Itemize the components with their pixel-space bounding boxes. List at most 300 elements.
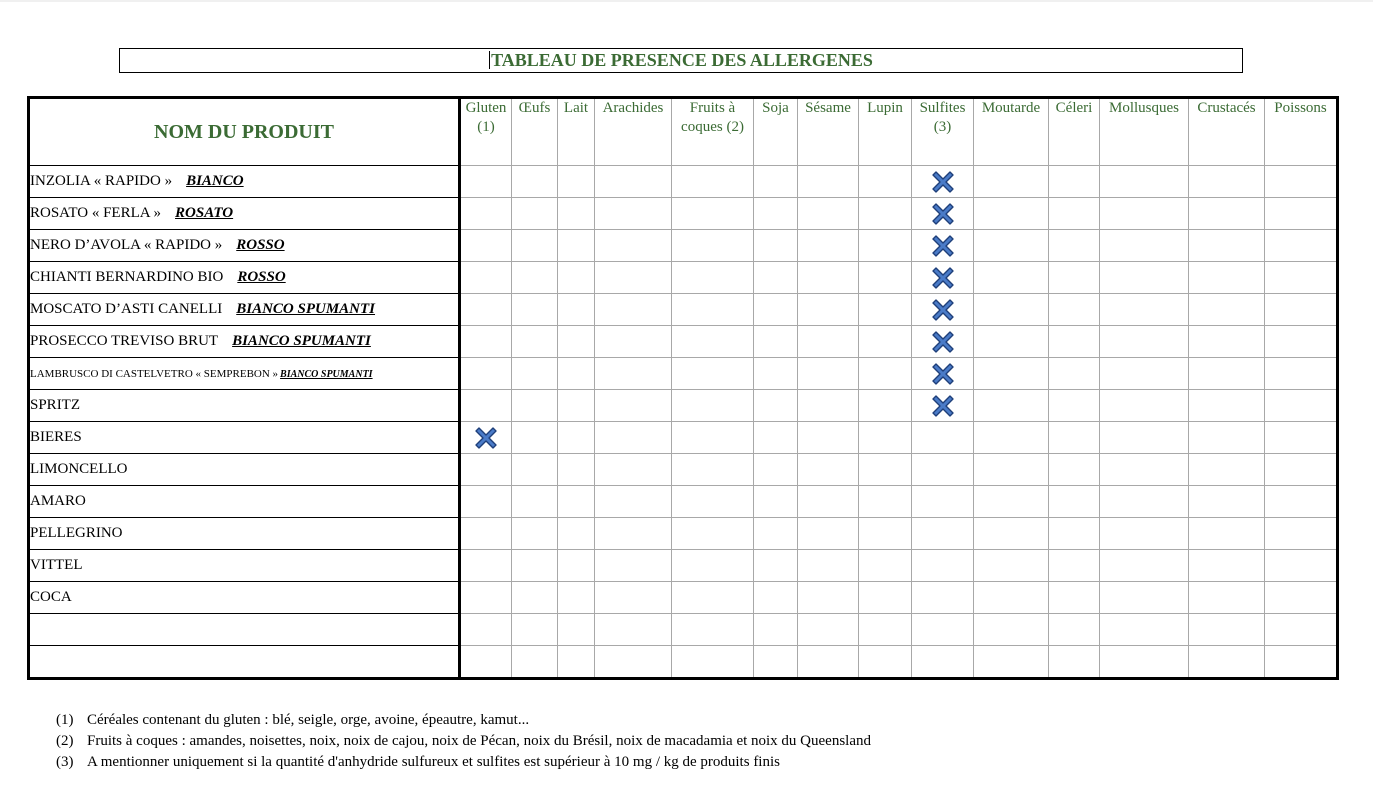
allergen-cell bbox=[912, 614, 974, 646]
allergen-cell bbox=[859, 390, 912, 422]
allergen-cell bbox=[512, 166, 558, 198]
allergen-cell bbox=[754, 358, 798, 390]
allergen-cell bbox=[974, 422, 1049, 454]
allergen-cell bbox=[974, 614, 1049, 646]
footnote bbox=[56, 731, 871, 752]
allergen-cell bbox=[1189, 358, 1265, 390]
allergen-cell bbox=[512, 390, 558, 422]
allergen-cell bbox=[754, 262, 798, 294]
product-name: BIERES bbox=[30, 429, 82, 445]
product-name-cell bbox=[29, 230, 460, 262]
allergen-cell bbox=[1100, 486, 1189, 518]
allergen-cell bbox=[460, 198, 512, 230]
allergen-cell bbox=[672, 230, 754, 262]
allergen-cell bbox=[912, 454, 974, 486]
allergen-cell bbox=[672, 326, 754, 358]
allergen-cell bbox=[558, 582, 595, 614]
product-name-cell bbox=[29, 422, 460, 454]
top-rule bbox=[0, 0, 1373, 2]
table-row bbox=[29, 294, 1338, 326]
allergen-cell bbox=[912, 198, 974, 230]
allergen-cell bbox=[512, 230, 558, 262]
allergen-cell bbox=[1100, 614, 1189, 646]
allergen-label: Arachides bbox=[602, 100, 664, 116]
allergen-cell bbox=[974, 518, 1049, 550]
product-name-cell bbox=[29, 262, 460, 294]
allergen-cell bbox=[558, 486, 595, 518]
allergen-cell bbox=[798, 454, 859, 486]
allergen-cell bbox=[798, 614, 859, 646]
allergen-label: Lait bbox=[563, 100, 589, 116]
allergen-label: Sésame bbox=[805, 100, 851, 116]
allergen-cell bbox=[974, 198, 1049, 230]
product-name: COCA bbox=[30, 589, 72, 605]
allergen-cell bbox=[512, 454, 558, 486]
allergen-cell bbox=[798, 646, 859, 679]
allergen-cell bbox=[558, 166, 595, 198]
allergen-cell bbox=[1189, 550, 1265, 582]
allergen-cell bbox=[1265, 326, 1338, 358]
x-mark-icon bbox=[931, 202, 955, 226]
allergen-header-2 bbox=[558, 98, 595, 166]
allergen-cell bbox=[460, 486, 512, 518]
allergen-cell bbox=[859, 518, 912, 550]
allergen-cell bbox=[1189, 614, 1265, 646]
table-row bbox=[29, 198, 1338, 230]
allergen-header-4 bbox=[672, 98, 754, 166]
table-row bbox=[29, 262, 1338, 294]
allergen-header-8 bbox=[912, 98, 974, 166]
product-name: CHIANTI BERNARDINO BIO bbox=[30, 269, 224, 285]
allergen-cell bbox=[974, 550, 1049, 582]
allergen-cell bbox=[512, 518, 558, 550]
allergen-cell bbox=[558, 646, 595, 679]
allergen-cell bbox=[798, 198, 859, 230]
allergen-label: Sulfites bbox=[919, 100, 966, 116]
allergen-cell bbox=[558, 518, 595, 550]
allergen-cell bbox=[859, 198, 912, 230]
allergen-cell bbox=[1265, 294, 1338, 326]
allergen-cell bbox=[558, 198, 595, 230]
allergen-cell bbox=[595, 550, 672, 582]
allergen-cell bbox=[859, 166, 912, 198]
allergen-cell bbox=[558, 422, 595, 454]
product-name: MOSCATO D’ASTI CANELLI bbox=[30, 301, 223, 317]
allergen-cell bbox=[1265, 454, 1338, 486]
allergen-cell bbox=[912, 486, 974, 518]
allergen-header-12 bbox=[1189, 98, 1265, 166]
product-name-cell bbox=[29, 294, 460, 326]
table-row bbox=[29, 326, 1338, 358]
table-row bbox=[29, 166, 1338, 198]
x-mark-icon bbox=[474, 426, 498, 450]
allergen-cell bbox=[595, 230, 672, 262]
table-row bbox=[29, 614, 1338, 646]
allergen-label: Céleri bbox=[1055, 100, 1093, 116]
allergen-cell bbox=[798, 230, 859, 262]
product-name: NERO D’AVOLA « RAPIDO » bbox=[30, 237, 223, 253]
allergen-cell bbox=[1049, 166, 1100, 198]
allergen-cell bbox=[512, 262, 558, 294]
allergen-cell bbox=[595, 166, 672, 198]
allergen-cell bbox=[859, 454, 912, 486]
allergen-cell bbox=[754, 294, 798, 326]
allergen-cell bbox=[1189, 486, 1265, 518]
product-category: BIANCO bbox=[186, 173, 244, 189]
allergen-label: Fruits à bbox=[689, 100, 736, 116]
allergen-cell bbox=[754, 166, 798, 198]
allergen-cell bbox=[798, 358, 859, 390]
product-category: BIANCO SPUMANTI bbox=[280, 368, 373, 380]
allergen-cell bbox=[460, 294, 512, 326]
table-row bbox=[29, 390, 1338, 422]
allergen-label: Moutarde bbox=[981, 100, 1041, 116]
allergen-cell bbox=[859, 614, 912, 646]
allergen-cell bbox=[974, 294, 1049, 326]
allergen-cell bbox=[558, 326, 595, 358]
product-category: ROSATO bbox=[175, 205, 234, 221]
allergen-cell bbox=[912, 422, 974, 454]
product-name-cell bbox=[29, 326, 460, 358]
allergen-cell bbox=[1049, 358, 1100, 390]
allergen-cell bbox=[859, 326, 912, 358]
allergen-cell bbox=[1100, 262, 1189, 294]
allergen-cell bbox=[672, 422, 754, 454]
allergen-cell bbox=[1265, 358, 1338, 390]
allergen-cell bbox=[1049, 454, 1100, 486]
allergen-cell bbox=[1100, 198, 1189, 230]
allergen-cell bbox=[460, 326, 512, 358]
allergen-cell bbox=[460, 518, 512, 550]
table-row bbox=[29, 582, 1338, 614]
allergen-cell bbox=[512, 550, 558, 582]
footnote-number: (3) bbox=[56, 754, 74, 770]
product-name-cell bbox=[29, 390, 460, 422]
allergen-cell bbox=[974, 582, 1049, 614]
allergen-cell bbox=[974, 454, 1049, 486]
product-name: INZOLIA « RAPIDO » bbox=[30, 173, 173, 189]
x-mark-icon bbox=[931, 170, 955, 194]
allergen-cell bbox=[859, 486, 912, 518]
product-name-cell bbox=[29, 582, 460, 614]
allergen-cell bbox=[460, 582, 512, 614]
product-name: LAMBRUSCO DI CASTELVETRO « SEMPREBON » bbox=[30, 367, 279, 380]
allergen-cell bbox=[1049, 262, 1100, 294]
table-row bbox=[29, 230, 1338, 262]
footnotes bbox=[56, 710, 871, 773]
allergen-cell bbox=[1049, 646, 1100, 679]
allergen-cell bbox=[798, 166, 859, 198]
product-name-cell bbox=[29, 166, 460, 198]
allergen-cell bbox=[1265, 390, 1338, 422]
product-category: ROSSO bbox=[236, 237, 285, 253]
allergen-cell bbox=[1049, 294, 1100, 326]
allergen-header-13 bbox=[1265, 98, 1338, 166]
allergen-cell bbox=[1265, 262, 1338, 294]
allergen-cell bbox=[558, 262, 595, 294]
allergen-cell bbox=[1100, 230, 1189, 262]
allergen-cell bbox=[595, 582, 672, 614]
table-row bbox=[29, 454, 1338, 486]
allergen-cell bbox=[558, 614, 595, 646]
allergen-cell bbox=[1100, 582, 1189, 614]
allergen-cell bbox=[672, 486, 754, 518]
x-mark-icon bbox=[931, 234, 955, 258]
allergen-cell bbox=[912, 390, 974, 422]
allergen-cell bbox=[1049, 422, 1100, 454]
footnote-number: (2) bbox=[56, 733, 74, 749]
table-row bbox=[29, 646, 1338, 679]
allergen-cell bbox=[595, 422, 672, 454]
allergen-cell bbox=[912, 294, 974, 326]
allergen-cell bbox=[754, 390, 798, 422]
allergen-cell bbox=[460, 646, 512, 679]
product-name: AMARO bbox=[30, 493, 86, 509]
allergen-cell bbox=[1265, 582, 1338, 614]
allergen-cell bbox=[672, 646, 754, 679]
allergen-cell bbox=[595, 326, 672, 358]
allergen-cell bbox=[1189, 390, 1265, 422]
allergen-cell bbox=[1189, 230, 1265, 262]
allergen-header-9 bbox=[974, 98, 1049, 166]
product-name-cell bbox=[29, 198, 460, 230]
product-name-cell bbox=[29, 518, 460, 550]
allergen-cell bbox=[1100, 390, 1189, 422]
allergen-cell bbox=[912, 582, 974, 614]
product-name-cell bbox=[29, 358, 460, 390]
allergen-cell bbox=[974, 358, 1049, 390]
allergen-header-1 bbox=[512, 98, 558, 166]
footnote bbox=[56, 710, 871, 731]
allergen-cell bbox=[460, 422, 512, 454]
allergen-cell bbox=[859, 550, 912, 582]
product-name-cell bbox=[29, 486, 460, 518]
table-row bbox=[29, 518, 1338, 550]
allergen-header-7 bbox=[859, 98, 912, 166]
allergen-header-3 bbox=[595, 98, 672, 166]
allergen-cell bbox=[1189, 518, 1265, 550]
allergen-cell bbox=[672, 614, 754, 646]
allergen-cell bbox=[1265, 486, 1338, 518]
allergen-cell bbox=[595, 614, 672, 646]
allergen-cell bbox=[798, 262, 859, 294]
allergen-cell bbox=[1100, 166, 1189, 198]
product-name: ROSATO « FERLA » bbox=[30, 205, 162, 221]
allergen-cell bbox=[512, 198, 558, 230]
allergen-cell bbox=[1189, 262, 1265, 294]
allergen-header-10 bbox=[1049, 98, 1100, 166]
allergen-cell bbox=[754, 582, 798, 614]
allergen-cell bbox=[512, 422, 558, 454]
allergen-cell bbox=[859, 358, 912, 390]
allergen-cell bbox=[1189, 646, 1265, 679]
product-name-cell bbox=[29, 614, 460, 646]
allergen-label: Poissons bbox=[1274, 100, 1327, 116]
allergen-header-11 bbox=[1100, 98, 1189, 166]
allergen-cell bbox=[1049, 230, 1100, 262]
allergen-cell bbox=[1189, 454, 1265, 486]
x-mark-icon bbox=[931, 362, 955, 386]
allergen-cell bbox=[1265, 166, 1338, 198]
allergen-cell bbox=[754, 486, 798, 518]
allergen-label: Œufs bbox=[518, 100, 551, 116]
footnote bbox=[56, 752, 871, 773]
allergen-footnote-ref: (1) bbox=[477, 119, 495, 135]
allergen-cell bbox=[512, 326, 558, 358]
allergen-label: Crustacés bbox=[1197, 100, 1256, 116]
allergen-cell bbox=[1189, 294, 1265, 326]
allergen-cell bbox=[595, 294, 672, 326]
allergen-cell bbox=[974, 262, 1049, 294]
allergen-cell bbox=[1189, 166, 1265, 198]
allergen-cell bbox=[1189, 198, 1265, 230]
table-header-row bbox=[29, 98, 1338, 166]
product-category: BIANCO SPUMANTI bbox=[232, 333, 371, 349]
allergen-cell bbox=[754, 550, 798, 582]
allergen-cell bbox=[754, 518, 798, 550]
allergen-cell bbox=[754, 646, 798, 679]
allergen-cell bbox=[859, 422, 912, 454]
allergen-cell bbox=[1100, 422, 1189, 454]
allergen-label: Gluten bbox=[465, 100, 507, 116]
allergen-cell bbox=[912, 326, 974, 358]
allergen-cell bbox=[512, 486, 558, 518]
allergen-cell bbox=[798, 550, 859, 582]
footnote-text: Fruits à coques : amandes, noisettes, noix, noix de cajou, noix de Pécan, noix du Brésil, noix de macadamia et noix du Queensland bbox=[87, 733, 871, 749]
allergen-cell bbox=[595, 454, 672, 486]
allergen-cell bbox=[1049, 518, 1100, 550]
allergen-table bbox=[27, 96, 1339, 680]
allergen-cell bbox=[754, 422, 798, 454]
allergen-cell bbox=[512, 614, 558, 646]
product-name: PELLEGRINO bbox=[30, 525, 123, 541]
allergen-cell bbox=[672, 262, 754, 294]
allergen-cell bbox=[512, 582, 558, 614]
allergen-cell bbox=[1265, 230, 1338, 262]
allergen-cell bbox=[1189, 582, 1265, 614]
allergen-cell bbox=[512, 646, 558, 679]
allergen-cell bbox=[595, 262, 672, 294]
allergen-cell bbox=[1100, 550, 1189, 582]
allergen-cell bbox=[798, 422, 859, 454]
allergen-cell bbox=[558, 358, 595, 390]
product-name: PROSECCO TREVISO BRUT bbox=[30, 333, 219, 349]
allergen-cell bbox=[859, 262, 912, 294]
allergen-cell bbox=[595, 390, 672, 422]
allergen-cell bbox=[1049, 198, 1100, 230]
allergen-cell bbox=[1100, 518, 1189, 550]
allergen-cell bbox=[460, 454, 512, 486]
allergen-cell bbox=[798, 582, 859, 614]
table-body bbox=[29, 166, 1338, 679]
product-name-cell bbox=[29, 454, 460, 486]
allergen-cell bbox=[754, 614, 798, 646]
allergen-cell bbox=[1265, 518, 1338, 550]
allergen-cell bbox=[595, 518, 672, 550]
allergen-cell bbox=[974, 230, 1049, 262]
allergen-cell bbox=[798, 326, 859, 358]
allergen-cell bbox=[912, 230, 974, 262]
allergen-cell bbox=[558, 230, 595, 262]
allergen-cell bbox=[798, 518, 859, 550]
product-category: BIANCO SPUMANTI bbox=[236, 301, 376, 317]
allergen-cell bbox=[974, 390, 1049, 422]
allergen-cell bbox=[974, 646, 1049, 679]
allergen-cell bbox=[859, 646, 912, 679]
allergen-label: Soja bbox=[762, 100, 789, 116]
allergen-cell bbox=[1100, 294, 1189, 326]
allergen-cell bbox=[1265, 422, 1338, 454]
allergen-cell bbox=[859, 230, 912, 262]
table-row bbox=[29, 422, 1338, 454]
product-name-cell bbox=[29, 646, 460, 679]
allergen-cell bbox=[558, 390, 595, 422]
allergen-label: Mollusques bbox=[1108, 100, 1179, 116]
allergen-cell bbox=[1049, 614, 1100, 646]
allergen-cell bbox=[595, 646, 672, 679]
allergen-cell bbox=[754, 454, 798, 486]
allergen-cell bbox=[558, 454, 595, 486]
table-row bbox=[29, 358, 1338, 390]
x-mark-icon bbox=[931, 394, 955, 418]
table-row bbox=[29, 486, 1338, 518]
allergen-cell bbox=[512, 294, 558, 326]
allergen-cell bbox=[1100, 646, 1189, 679]
allergen-cell bbox=[558, 550, 595, 582]
footnote-text: A mentionner uniquement si la quantité d'anhydride sulfureux et sulfites est supérieur à 10 mg / kg de produits finis bbox=[87, 754, 780, 770]
table-row bbox=[29, 550, 1338, 582]
allergen-cell bbox=[1049, 326, 1100, 358]
allergen-footnote-ref: coques (2) bbox=[681, 119, 744, 135]
allergen-cell bbox=[672, 454, 754, 486]
allergen-cell bbox=[1100, 358, 1189, 390]
allergen-cell bbox=[1049, 550, 1100, 582]
allergen-cell bbox=[672, 166, 754, 198]
product-name-cell bbox=[29, 550, 460, 582]
allergen-cell bbox=[460, 614, 512, 646]
allergen-header-5 bbox=[754, 98, 798, 166]
allergen-cell bbox=[859, 582, 912, 614]
allergen-cell bbox=[672, 358, 754, 390]
allergen-cell bbox=[460, 390, 512, 422]
allergen-label: Lupin bbox=[867, 100, 903, 116]
allergen-cell bbox=[1049, 582, 1100, 614]
allergen-cell bbox=[460, 230, 512, 262]
allergen-cell bbox=[1189, 326, 1265, 358]
allergen-footnote-ref: (3) bbox=[933, 119, 952, 135]
allergen-cell bbox=[460, 262, 512, 294]
allergen-cell bbox=[912, 518, 974, 550]
allergen-cell bbox=[672, 550, 754, 582]
page-title-box bbox=[119, 48, 1243, 73]
allergen-cell bbox=[672, 390, 754, 422]
allergen-cell bbox=[460, 358, 512, 390]
allergen-cell bbox=[798, 390, 859, 422]
allergen-cell bbox=[1049, 486, 1100, 518]
allergen-cell bbox=[798, 486, 859, 518]
allergen-cell bbox=[859, 294, 912, 326]
footnote-number: (1) bbox=[56, 712, 74, 728]
footnote-text: Céréales contenant du gluten : blé, seigle, orge, avoine, épeautre, kamut... bbox=[87, 712, 530, 728]
allergen-cell bbox=[460, 166, 512, 198]
allergen-cell bbox=[912, 646, 974, 679]
allergen-cell bbox=[974, 486, 1049, 518]
allergen-header-0 bbox=[460, 98, 512, 166]
product-name: VITTEL bbox=[30, 557, 83, 573]
allergen-cell bbox=[595, 198, 672, 230]
x-mark-icon bbox=[931, 266, 955, 290]
allergen-cell bbox=[912, 166, 974, 198]
